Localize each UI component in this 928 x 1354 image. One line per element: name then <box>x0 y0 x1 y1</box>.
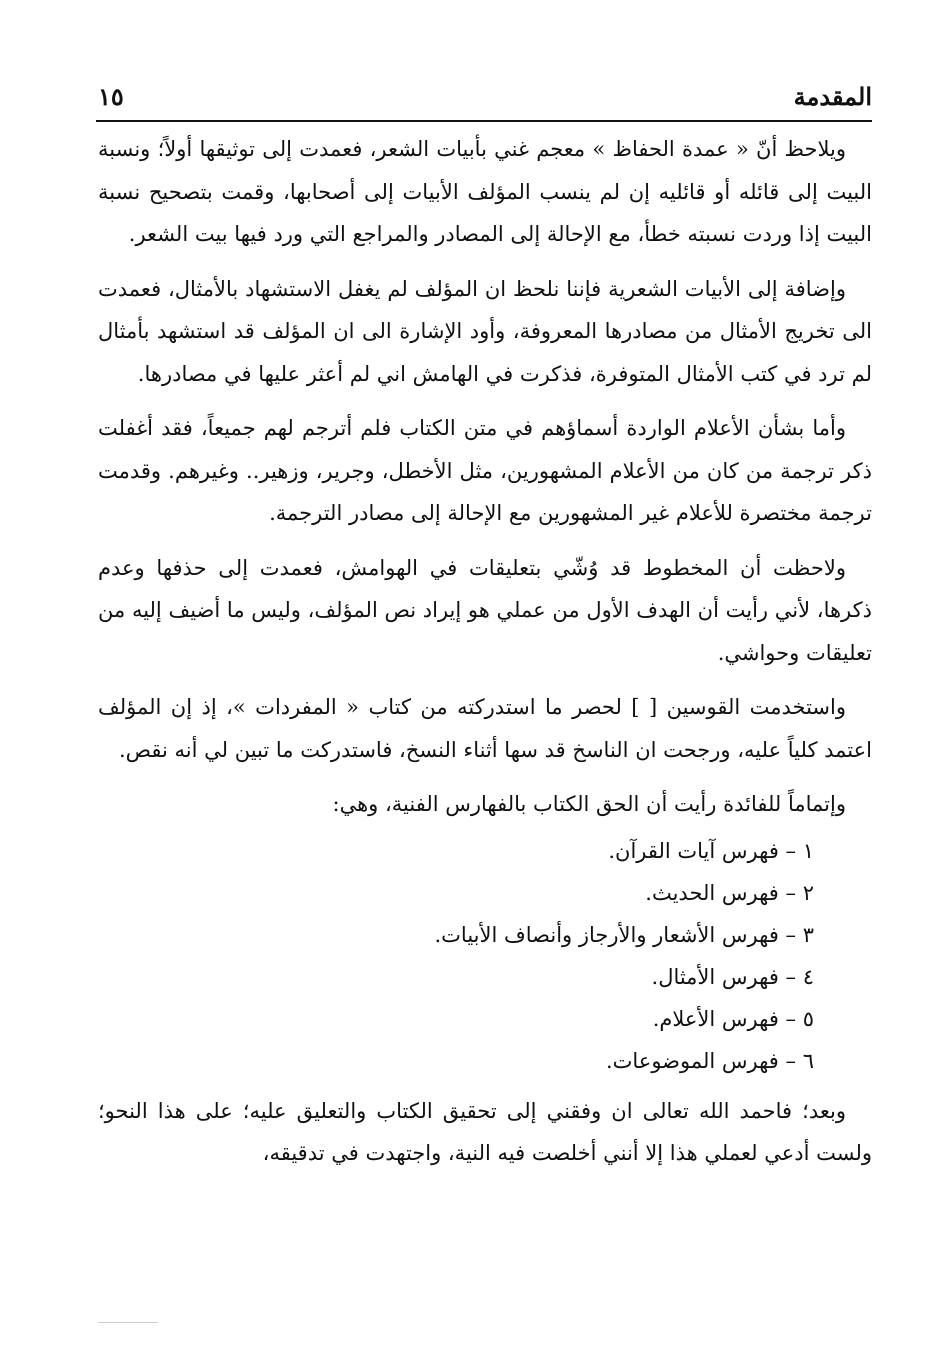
list-intro: وإتماماً للفائدة رأيت أن الحق الكتاب بالفهارس الفنية، وهي: <box>332 792 846 816</box>
paragraph-margin-notes: ولاحظت أن المخطوط قد وُشّي بتعليقات في الهوامش، فعمدت إلى حذفها وعدم ذكرها، لأني رأيت أن الهدف الأول من عملي هو إيراد نص المؤلف، وليس ما أضيف إليه من تعليقات وحواشي. <box>98 555 872 665</box>
running-header <box>98 76 872 116</box>
index-list <box>98 830 872 1082</box>
section-title: المقدمة <box>793 81 872 111</box>
list-item: ٥ – فهرس الأعلام. <box>98 998 814 1040</box>
footer-mark <box>98 1322 158 1323</box>
paragraph-closing: وبعد؛ فاحمد الله تعالى ان وفقني إلى تحقيق الكتاب والتعليق عليه؛ على هذا النحو؛ ولست أدعي لعملي هذا إلا أنني أخلصت فيه النية، واجتهدت في تدقيقه، <box>98 1098 872 1165</box>
list-item: ٣ – فهرس الأشعار والأرجاز وأنصاف الأبيات. <box>98 914 814 956</box>
page-body <box>98 128 872 1183</box>
paragraph-names: وأما بشأن الأعلام الواردة أسماؤهم في متن الكتاب فلم أترجم لهم جميعاً، فقد أغفلت ذكر ترجمة من كان من الأعلام المشهورين، مثل الأخطل، وجرير، وزهير.. وغيرهم. وقدمت ترجمة مختصرة للأعلام غير المشهورين مع الإحالة إلى مصادر الترجمة. <box>98 416 872 525</box>
list-item: ١ – فهرس آيات القرآن. <box>98 830 814 872</box>
list-item: ٢ – فهرس الحديث. <box>98 872 814 914</box>
list-item: ٤ – فهرس الأمثال. <box>98 956 814 998</box>
paragraph-proverbs: وإضافة إلى الأبيات الشعرية فإننا نلحظ ان المؤلف لم يغفل الاستشهاد بالأمثال، فعمدت الى تخريج الأمثال من مصادرها المعروفة، وأود الإشارة الى ان المؤلف قد استشهد بأمثال لم ترد في كتب الأمثال المتوفرة، فذكرت في الهامش اني لم أعثر عليها في مصادرها. <box>98 276 872 386</box>
page-number: ١٥ <box>98 81 124 111</box>
paragraph-brackets: واستخدمت القوسين [ ] لحصر ما استدركته من كتاب « المفردات »، إذ إن المؤلف اعتمد كلياً عليه، ورجحت ان الناسخ قد سها أثناء النسخ، فاستدركت ما تبين لي أنه نقص. <box>98 695 872 762</box>
header-rule <box>96 120 872 122</box>
paragraph-poetry: ويلاحظ أنّ « عمدة الحفاظ » معجم غني بأبيات الشعر، فعمدت إلى توثيقها أولاً؛ ونسبة البيت إلى قائله أو قائليه إن لم ينسب المؤلف الأبيات إلى أصحابها، وقمت بتصحيح نسبة البيت إذا وردت نسبته خطأ، مع الإحالة إلى المصادر والمراجع التي ورد فيها بيت الشعر. <box>98 137 872 246</box>
list-item: ٦ – فهرس الموضوعات. <box>98 1040 814 1082</box>
